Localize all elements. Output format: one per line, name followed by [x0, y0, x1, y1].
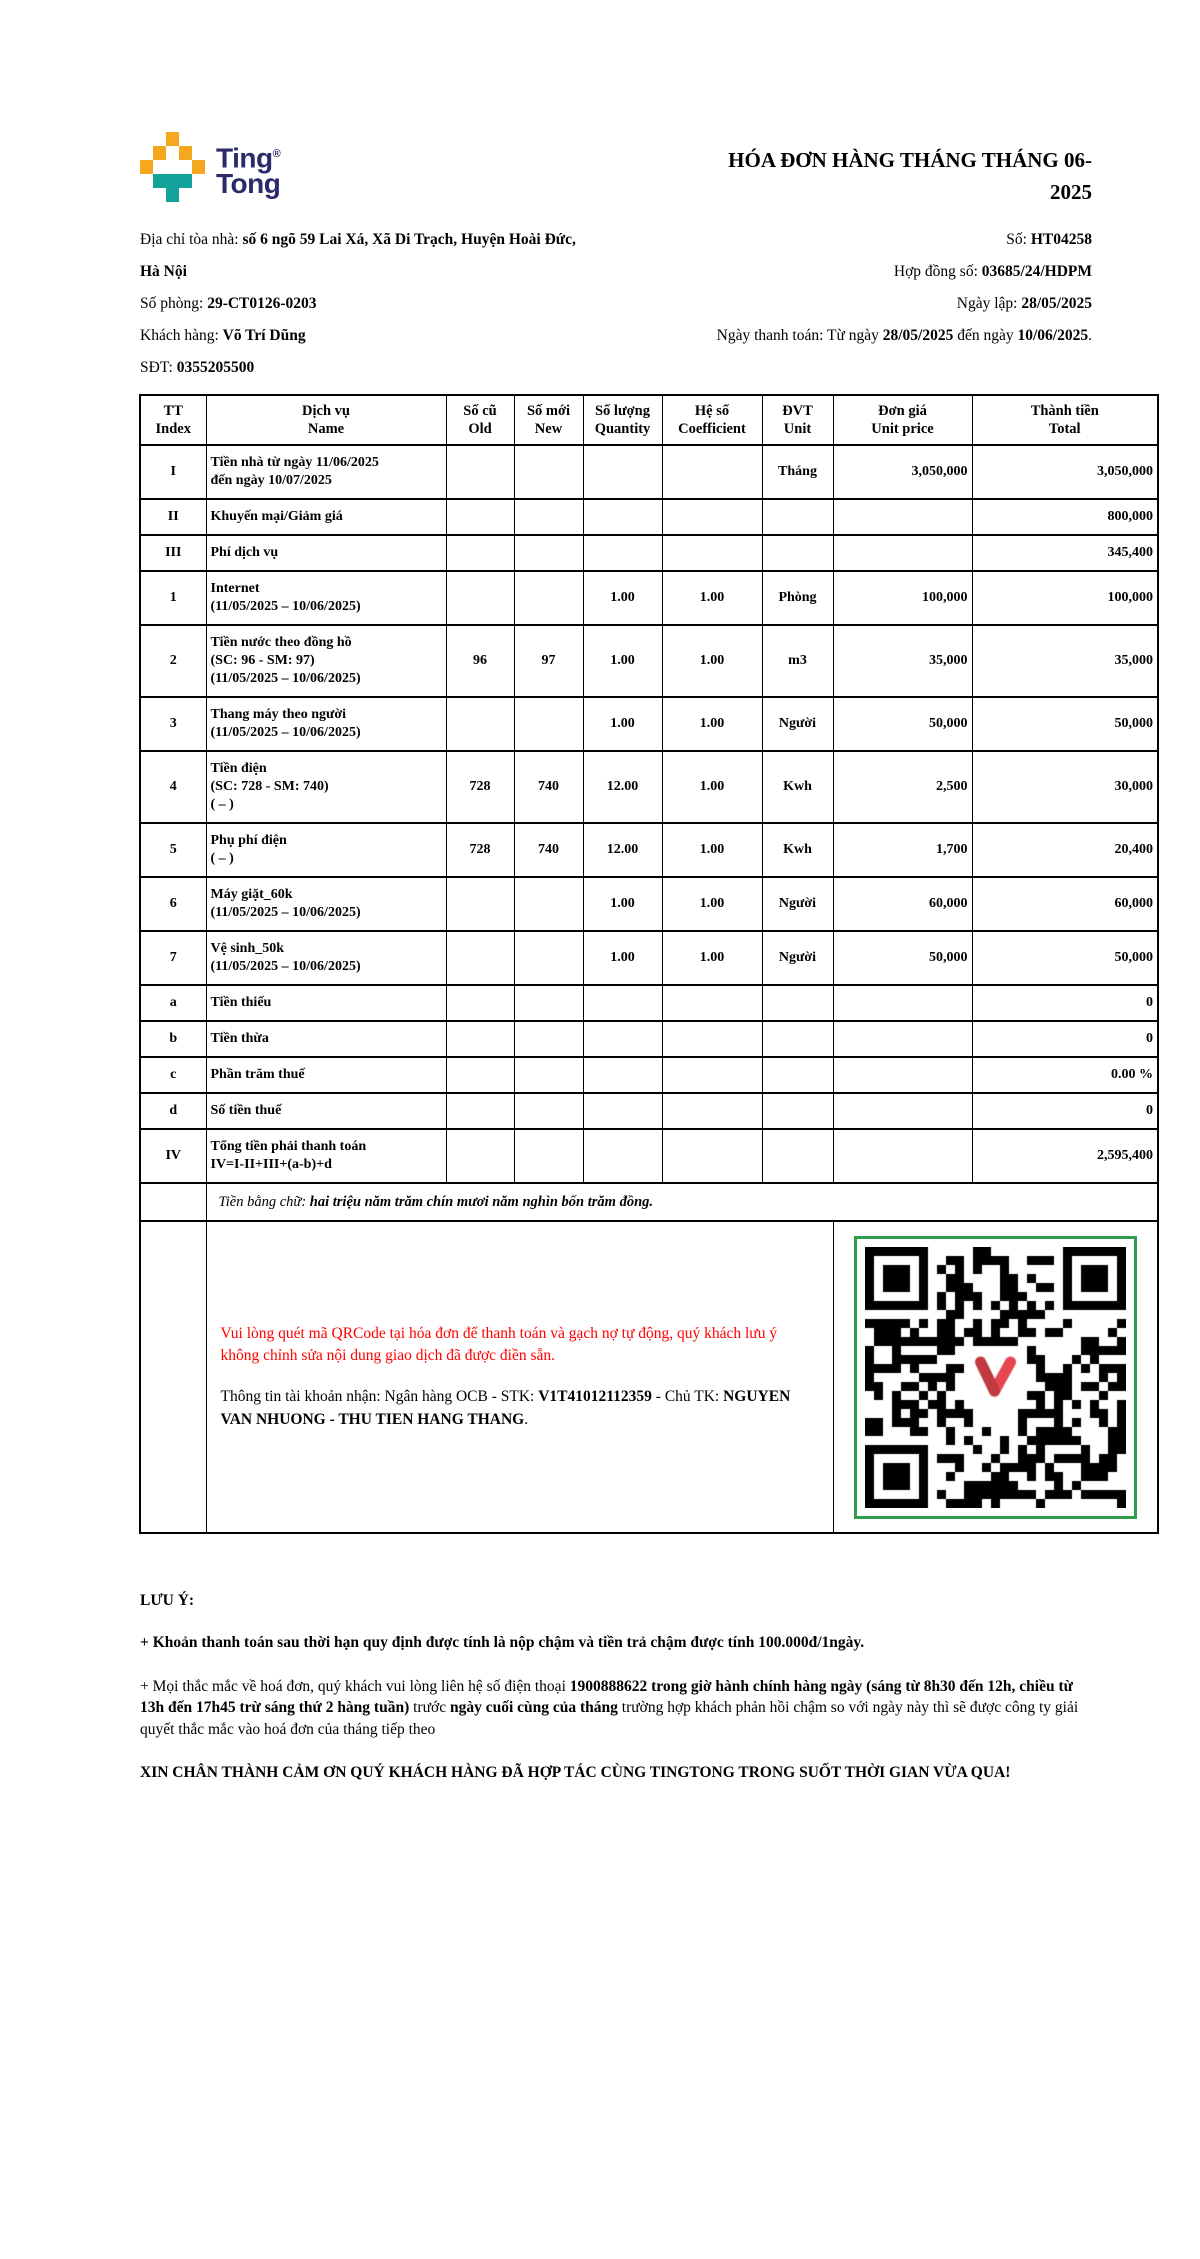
cell-num	[446, 877, 514, 931]
cell-num	[583, 445, 662, 499]
cell-num: 728	[446, 751, 514, 823]
cell-idx: 2	[140, 625, 206, 697]
table-row	[140, 751, 1158, 823]
cell-num: Phòng	[762, 571, 833, 625]
cell-num	[514, 1021, 583, 1057]
cell-num	[762, 1093, 833, 1129]
logo-tong: Tong	[216, 168, 281, 200]
cell-num: 1.00	[583, 931, 662, 985]
column-header-5: Hệ số Coefficient	[662, 395, 762, 445]
cell-num: 1.00	[662, 625, 762, 697]
cell-num	[662, 1057, 762, 1093]
cell-num	[514, 571, 583, 625]
cell-num	[446, 697, 514, 751]
tingtong-logo	[140, 132, 280, 204]
cell-idx: 1	[140, 571, 206, 625]
table-row	[140, 499, 1158, 535]
qr-row	[140, 1221, 1158, 1533]
qr-code-image	[865, 1247, 1126, 1508]
cell-num: 1.00	[662, 571, 762, 625]
cell-num	[446, 931, 514, 985]
cell-name: Internet (11/05/2025 – 10/06/2025)	[206, 571, 446, 625]
cell-num	[446, 499, 514, 535]
cell-num: 12.00	[583, 823, 662, 877]
cell-idx: 4	[140, 751, 206, 823]
cell-num	[446, 571, 514, 625]
cell-money: 50,000	[833, 931, 972, 985]
cell-name: Thang máy theo người (11/05/2025 – 10/06/2025)	[206, 697, 446, 751]
table-row	[140, 877, 1158, 931]
customer-phone: SĐT: 0355205500	[140, 359, 255, 376]
cell-num: 1.00	[662, 931, 762, 985]
cell-num: 728	[446, 823, 514, 877]
room-number: Số phòng: 29-CT0126-0203	[140, 295, 317, 312]
cell-num: Người	[762, 877, 833, 931]
cell-num	[583, 1129, 662, 1183]
payment-period: Ngày thanh toán: Từ ngày 28/05/2025 đến ngày 10/06/2025.	[716, 327, 1092, 344]
cell-money: 0	[972, 1093, 1158, 1129]
column-header-0: TT Index	[140, 395, 206, 445]
cell-num	[662, 535, 762, 571]
cell-num: 97	[514, 625, 583, 697]
thank-you-note: XIN CHÂN THÀNH CẢM ƠN QUÝ KHÁCH HÀNG ĐÃ HỢP TÁC CÙNG TINGTONG TRONG SUỐT THỜI GIAN VỪA QUA!	[140, 1764, 1011, 1782]
cell-num	[762, 1129, 833, 1183]
cell-num	[583, 1093, 662, 1129]
cell-num	[514, 1093, 583, 1129]
cell-idx: d	[140, 1093, 206, 1129]
cell-num: Tháng	[762, 445, 833, 499]
cell-num	[662, 985, 762, 1021]
notes-heading: LƯU Ý:	[140, 1592, 195, 1609]
cell-num	[446, 535, 514, 571]
cell-money	[833, 1021, 972, 1057]
cell-idx: b	[140, 1021, 206, 1057]
column-header-4: Số lượng Quantity	[583, 395, 662, 445]
cell-money: 2,595,400	[972, 1129, 1158, 1183]
cell-idx: 5	[140, 823, 206, 877]
cell-num	[514, 985, 583, 1021]
cell-num	[662, 1093, 762, 1129]
qr-code-area	[833, 1221, 1158, 1533]
cell-money: 35,000	[833, 625, 972, 697]
cell-num	[514, 1129, 583, 1183]
cell-money	[833, 499, 972, 535]
cell-name: Số tiền thuế	[206, 1093, 446, 1129]
payment-instructions	[206, 1221, 833, 1533]
tingtong-pixel-arrow-icon	[140, 132, 206, 204]
column-header-3: Số mới New	[514, 395, 583, 445]
cell-money: 2,500	[833, 751, 972, 823]
cell-empty	[140, 1183, 206, 1221]
issue-date: Ngày lập: 28/05/2025	[956, 295, 1092, 312]
cell-num: 1.00	[662, 877, 762, 931]
cell-num: 1.00	[662, 697, 762, 751]
cell-num	[583, 1021, 662, 1057]
cell-num	[762, 1057, 833, 1093]
cell-num	[662, 445, 762, 499]
cell-name: Tiền thiếu	[206, 985, 446, 1021]
column-header-8: Thành tiền Total	[972, 395, 1158, 445]
cell-num	[583, 499, 662, 535]
cell-num	[514, 877, 583, 931]
page-title	[532, 144, 1092, 208]
cell-name: Tiền nước theo đồng hồ (SC: 96 - SM: 97) (11/05/2025 – 10/06/2025)	[206, 625, 446, 697]
info-left-column	[140, 224, 579, 384]
cell-num	[762, 499, 833, 535]
cell-name: Phụ phí điện ( – )	[206, 823, 446, 877]
table-row	[140, 571, 1158, 625]
contract-number: Hợp đồng số: 03685/24/HDPM	[893, 263, 1092, 280]
cell-num: 740	[514, 823, 583, 877]
table-row	[140, 1129, 1158, 1183]
cell-idx: III	[140, 535, 206, 571]
invoice-number: Số: HT04258	[1006, 231, 1092, 248]
cell-num	[514, 445, 583, 499]
cell-num: Kwh	[762, 751, 833, 823]
cell-money: 0	[972, 985, 1158, 1021]
cell-num	[514, 697, 583, 751]
cell-idx: 6	[140, 877, 206, 931]
cell-money: 50,000	[972, 697, 1158, 751]
cell-num	[762, 1021, 833, 1057]
cell-num	[583, 535, 662, 571]
title-line2: 2025	[1050, 180, 1092, 204]
customer-name: Khách hàng: Võ Trí Dũng	[140, 327, 306, 344]
cell-name: Phần trăm thuế	[206, 1057, 446, 1093]
cell-money: 1,700	[833, 823, 972, 877]
cell-money: 3,050,000	[833, 445, 972, 499]
cell-num	[446, 445, 514, 499]
cell-money: 0.00 %	[972, 1057, 1158, 1093]
cell-idx: II	[140, 499, 206, 535]
cell-money: 30,000	[972, 751, 1158, 823]
cell-name: Máy giặt_60k (11/05/2025 – 10/06/2025)	[206, 877, 446, 931]
cell-num	[583, 1057, 662, 1093]
invoice-table	[139, 394, 1159, 1534]
cell-num: 1.00	[583, 571, 662, 625]
table-header-row	[140, 395, 1158, 445]
cell-money: 35,000	[972, 625, 1158, 697]
late-payment-note: + Khoản thanh toán sau thời hạn quy định được tính là nộp chậm và tiền trả chậm được tính 100.000đ/1ngày.	[140, 1634, 865, 1651]
cell-num: 1.00	[662, 823, 762, 877]
qr-notice-text: Vui lòng quét mã QRCode tại hóa đơn để thanh toán và gạch nợ tự động, quý khách lưu ý không chỉnh sửa nội dung giao dịch đã được điền sẵn.	[220, 1324, 778, 1364]
amount-in-words: Tiền bằng chữ: hai triệu năm trăm chín mươi năm nghìn bốn trăm đồng.	[206, 1183, 1158, 1221]
column-header-1: Dịch vụ Name	[206, 395, 446, 445]
cell-money: 50,000	[972, 931, 1158, 985]
table-row	[140, 625, 1158, 697]
cell-num: 96	[446, 625, 514, 697]
cell-name: Tiền thừa	[206, 1021, 446, 1057]
cell-num	[514, 931, 583, 985]
table-row	[140, 1093, 1158, 1129]
cell-idx: c	[140, 1057, 206, 1093]
footer-notes	[0, 1534, 1200, 1785]
cell-idx: a	[140, 985, 206, 1021]
cell-money	[833, 1129, 972, 1183]
cell-name: Khuyến mại/Giảm giá	[206, 499, 446, 535]
table-row	[140, 697, 1158, 751]
cell-idx: 7	[140, 931, 206, 985]
invoice-info	[0, 208, 1200, 384]
cell-name: Tổng tiền phải thanh toán IV=I-II+III+(a-b)+d	[206, 1129, 446, 1183]
cell-money: 0	[972, 1021, 1158, 1057]
cell-idx: 3	[140, 697, 206, 751]
account-info: Thông tin tài khoản nhận: Ngân hàng OCB - STK: V1T41012112359 - Chủ TK: NGUYEN VAN NHUONG - THU TIEN HANG THANG.	[220, 1387, 791, 1428]
table-row	[140, 535, 1158, 571]
cell-num	[446, 1021, 514, 1057]
cell-name: Phí dịch vụ	[206, 535, 446, 571]
cell-num	[662, 499, 762, 535]
cell-num: 1.00	[583, 697, 662, 751]
table-row	[140, 931, 1158, 985]
amount-in-words-row	[140, 1183, 1158, 1221]
column-header-6: ĐVT Unit	[762, 395, 833, 445]
table-row	[140, 445, 1158, 499]
cell-num: 740	[514, 751, 583, 823]
cell-money: 3,050,000	[972, 445, 1158, 499]
cell-num	[662, 1129, 762, 1183]
cell-num	[446, 1057, 514, 1093]
qr-code-frame	[854, 1236, 1137, 1519]
cell-money: 60,000	[972, 877, 1158, 931]
registered-mark: ®	[272, 148, 281, 160]
cell-num: 12.00	[583, 751, 662, 823]
cell-money: 60,000	[833, 877, 972, 931]
cell-num	[446, 1129, 514, 1183]
title-line1: HÓA ĐƠN HÀNG THÁNG THÁNG 06-	[728, 148, 1092, 172]
table-row	[140, 985, 1158, 1021]
cell-money: 800,000	[972, 499, 1158, 535]
cell-num: 1.00	[583, 877, 662, 931]
cell-num	[762, 985, 833, 1021]
cell-idx: I	[140, 445, 206, 499]
logo-wordmark	[216, 141, 281, 200]
building-address: Địa chỉ tòa nhà: số 6 ngõ 59 Lai Xá, Xã Di Trạch, Huyện Hoài Đức, Hà Nội	[140, 231, 576, 280]
cell-num	[762, 535, 833, 571]
cell-name: Tiền điện (SC: 728 - SM: 740) ( – )	[206, 751, 446, 823]
cell-money	[833, 985, 972, 1021]
cell-num: m3	[762, 625, 833, 697]
cell-money	[833, 535, 972, 571]
cell-num: Người	[762, 697, 833, 751]
cell-num	[583, 985, 662, 1021]
cell-name: Vệ sinh_50k (11/05/2025 – 10/06/2025)	[206, 931, 446, 985]
header	[0, 0, 1200, 208]
column-header-7: Đơn giá Unit price	[833, 395, 972, 445]
cell-num	[446, 985, 514, 1021]
logo-ting: Ting	[216, 142, 273, 174]
column-header-2: Số cũ Old	[446, 395, 514, 445]
cell-num: Người	[762, 931, 833, 985]
cell-money: 50,000	[833, 697, 972, 751]
info-right-column	[579, 224, 1092, 384]
cell-money: 345,400	[972, 535, 1158, 571]
table-row	[140, 1057, 1158, 1093]
cell-num: Kwh	[762, 823, 833, 877]
cell-num	[514, 499, 583, 535]
cell-num	[514, 1057, 583, 1093]
table-row	[140, 823, 1158, 877]
cell-num	[446, 1093, 514, 1129]
contact-note: + Mọi thắc mắc về hoá đơn, quý khách vui lòng liên hệ số điện thoại 1900888622 trong giờ hành chính hàng ngày (sáng từ 8h30 đến 12h, chiều từ 13h đến 17h45 trừ sáng thứ 2 hàng tuần) trước ngày cuối cùng của tháng trường hợp khách phản hồi chậm so với ngày này thì sẽ được công ty giải quyết thắc mắc vào hoá đơn của tháng tiếp theo	[140, 1678, 1079, 1738]
cell-money: 100,000	[833, 571, 972, 625]
cell-name: Tiền nhà từ ngày 11/06/2025 đến ngày 10/07/2025	[206, 445, 446, 499]
cell-money	[833, 1093, 972, 1129]
cell-empty	[140, 1221, 206, 1533]
table-row	[140, 1021, 1158, 1057]
cell-money	[833, 1057, 972, 1093]
cell-num: 1.00	[583, 625, 662, 697]
cell-num: 1.00	[662, 751, 762, 823]
cell-idx: IV	[140, 1129, 206, 1183]
cell-money: 100,000	[972, 571, 1158, 625]
cell-num	[514, 535, 583, 571]
cell-money: 20,400	[972, 823, 1158, 877]
cell-num	[662, 1021, 762, 1057]
